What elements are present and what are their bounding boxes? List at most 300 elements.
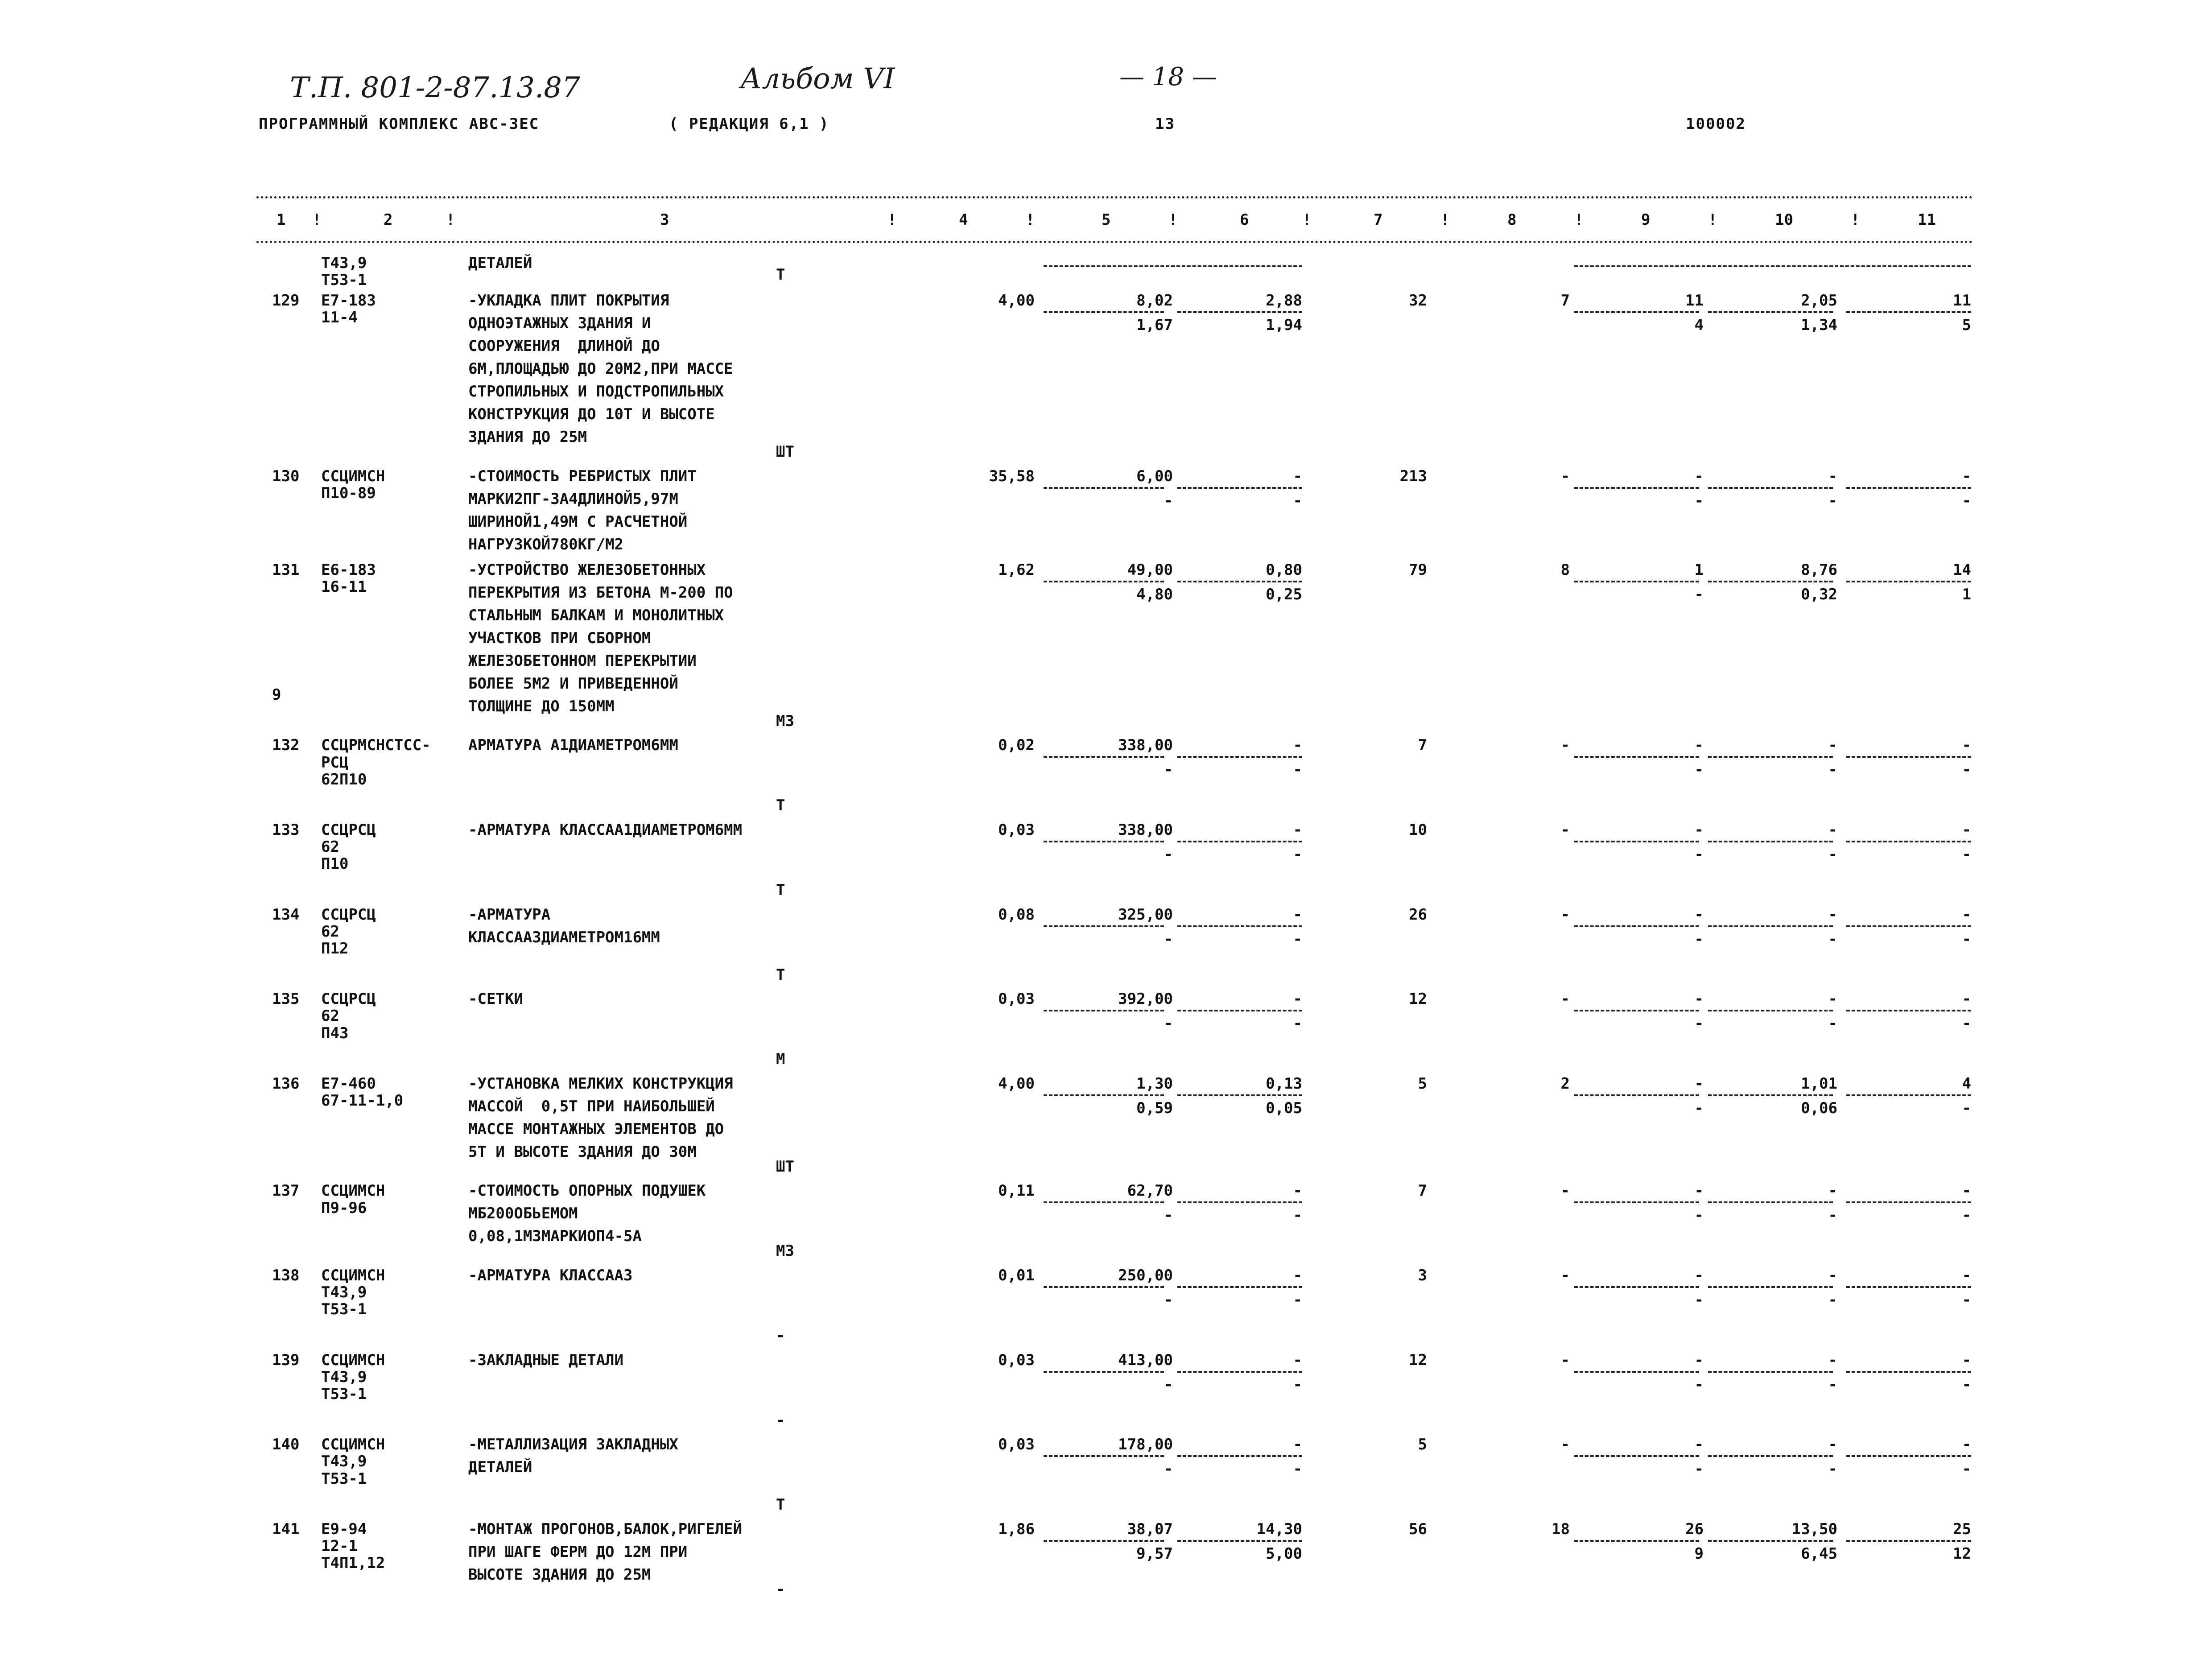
unit-cost-wages: -: [1164, 491, 1173, 510]
column-number: 4: [959, 211, 968, 229]
work-description: МБ200ОБЬЕМОМ: [468, 1205, 578, 1223]
unit: М: [776, 1050, 785, 1069]
column-separator: !: [1168, 211, 1178, 229]
norm-code: Е6-183: [321, 561, 376, 579]
labor-workers: 13,50: [1791, 1520, 1837, 1538]
dashed-separator: [1044, 756, 1164, 758]
dashed-separator: [1574, 841, 1699, 842]
dashed-separator: [1846, 487, 1971, 489]
norm-code: Т53-1: [321, 1385, 367, 1403]
sheet-number: 13: [1155, 115, 1175, 133]
labor-total: -: [1962, 990, 1971, 1008]
column-separator: !: [1708, 211, 1717, 229]
work-description: СТАЛЬНЫМ БАЛКАМ И МОНОЛИТНЫХ: [468, 606, 724, 624]
work-description: 0,08,1М3МАРКИОП4-5А: [468, 1227, 642, 1246]
work-description: -АРМАТУРА КЛАССАА3: [468, 1266, 633, 1284]
unit-cost-total: 1,30: [1136, 1074, 1173, 1093]
row-number: 138: [272, 1266, 300, 1284]
column-separator: !: [1851, 211, 1860, 229]
column-number: 8: [1507, 211, 1517, 229]
labor-total: -: [1962, 1436, 1971, 1454]
work-description: -ЗАКЛАДНЫЕ ДЕТАЛИ: [468, 1351, 623, 1369]
labor-total: -: [1962, 821, 1971, 839]
total-cost: 10: [1409, 821, 1427, 839]
work-description: МАРКИ2ПГ-3А4ДЛИНОЙ5,97М: [468, 490, 678, 508]
quantity: 0,03: [998, 1351, 1035, 1369]
labor-machinists: -: [1828, 930, 1837, 948]
labor-workers: -: [1828, 821, 1837, 839]
dashed-separator: [1044, 1094, 1164, 1096]
dashed-separator: [1846, 841, 1971, 842]
quantity: 35,58: [989, 467, 1035, 485]
row-number: 130: [272, 467, 300, 485]
carryover-code: Т53-1: [321, 271, 367, 289]
dashed-separator: [1044, 1371, 1164, 1373]
total-machines: -: [1694, 1182, 1704, 1200]
dashed-separator: [1177, 1286, 1302, 1288]
labor-machine-total: 12: [1953, 1544, 1971, 1563]
total-machines: -: [1694, 905, 1704, 924]
unit-cost-machine-wages: -: [1293, 1375, 1302, 1394]
work-description: -АРМАТУРА КЛАССАА1ДИАМЕТРОМ6ММ: [468, 821, 743, 839]
unit-cost-wages: -: [1164, 761, 1173, 779]
column-number: 11: [1918, 211, 1936, 229]
quantity: 0,03: [998, 990, 1035, 1008]
dashed-separator: [1708, 1540, 1833, 1542]
unit: Т: [776, 881, 785, 899]
labor-machine-total: -: [1962, 1375, 1971, 1394]
labor-total: 25: [1953, 1520, 1971, 1538]
labor-machine-total: -: [1962, 1291, 1971, 1309]
dashed-separator: [1044, 1286, 1164, 1288]
dashed-separator: [1846, 1455, 1971, 1457]
stray-mark: 9: [272, 686, 281, 704]
quantity: 1,86: [998, 1520, 1035, 1538]
labor-machine-total: 5: [1962, 316, 1971, 334]
unit-cost-wages: 1,67: [1136, 316, 1173, 334]
norm-code: ССЦИМСН: [321, 1436, 385, 1454]
labor-machinists: -: [1828, 845, 1837, 863]
total-machine-wages: -: [1694, 930, 1704, 948]
column-separator: !: [1440, 211, 1450, 229]
quantity: 1,62: [998, 561, 1035, 579]
norm-code: ССЦИМСН: [321, 467, 385, 485]
work-description: -УСТРОЙСТВО ЖЕЛЕЗОБЕТОННЫХ: [468, 561, 706, 579]
norm-code: ССЦРСЦ: [321, 821, 376, 839]
work-description: ДЕТАЛЕЙ: [468, 1458, 532, 1477]
dashed-separator: [1846, 925, 1971, 927]
dashed-separator: [1044, 311, 1164, 313]
total-machine-wages: -: [1694, 1099, 1704, 1117]
dashed-separator: [1044, 1455, 1164, 1457]
unit-cost-machines: -: [1293, 990, 1302, 1008]
norm-code: Т53-1: [321, 1469, 367, 1488]
unit-cost-machine-wages: -: [1293, 930, 1302, 948]
total-wages: -: [1560, 1436, 1570, 1454]
labor-total: -: [1962, 905, 1971, 924]
labor-machinists: -: [1828, 1460, 1837, 1478]
norm-code: 67-11-1,0: [321, 1092, 404, 1110]
work-description: МАССОЙ 0,5Т ПРИ НАИБОЛЬШЕЙ: [468, 1097, 715, 1115]
unit: ШТ: [776, 1157, 794, 1176]
unit-cost-wages: 9,57: [1136, 1544, 1173, 1563]
dashed-separator: [1044, 1540, 1164, 1542]
unit-cost-machines: -: [1293, 1182, 1302, 1200]
total-machine-wages: -: [1694, 585, 1704, 603]
norm-code: ССЦИМСН: [321, 1266, 385, 1284]
labor-machine-total: -: [1962, 491, 1971, 510]
dashed-separator: [1708, 1455, 1833, 1457]
dashed-separator: [1044, 925, 1164, 927]
norm-code: П12: [321, 940, 349, 958]
unit: ШТ: [776, 443, 794, 461]
dashed-separator: [1177, 1455, 1302, 1457]
norm-code: 11-4: [321, 309, 358, 327]
work-description: ПРИ ШАГЕ ФЕРМ ДО 12М ПРИ: [468, 1543, 688, 1561]
dashed-separator: [1044, 265, 1302, 267]
labor-total: -: [1962, 1266, 1971, 1284]
dashed-separator: [1177, 581, 1302, 582]
work-description: -СЕТКИ: [468, 990, 523, 1008]
dashed-separator: [1177, 1094, 1302, 1096]
total-machines: 26: [1685, 1520, 1704, 1538]
work-description: СТРОПИЛЬНЫХ И ПОДСТРОПИЛЬНЫХ: [468, 383, 724, 401]
norm-code: Т4П1,12: [321, 1554, 385, 1572]
unit-cost-machines: 2,88: [1266, 292, 1302, 310]
total-machine-wages: -: [1694, 1375, 1704, 1394]
dashed-separator: [1177, 1010, 1302, 1011]
dashed-separator: [1846, 581, 1971, 582]
norm-code: 62: [321, 838, 339, 856]
top-rule: [256, 196, 1973, 198]
total-machines: -: [1694, 990, 1704, 1008]
norm-code: П9-96: [321, 1199, 367, 1217]
norm-code: ССЦРСЦ: [321, 990, 376, 1008]
total-machine-wages: -: [1694, 1015, 1704, 1033]
labor-machinists: 0,32: [1801, 585, 1837, 603]
total-cost: 56: [1409, 1520, 1427, 1538]
dashed-separator: [1177, 1201, 1302, 1203]
dashed-separator: [1574, 265, 1971, 267]
row-number: 135: [272, 990, 300, 1008]
total-machines: -: [1694, 1436, 1704, 1454]
unit-cost-wages: -: [1164, 1291, 1173, 1309]
dashed-separator: [1708, 311, 1833, 313]
labor-workers: -: [1828, 467, 1837, 485]
header-bottom-rule: [256, 241, 1973, 243]
unit-cost-machine-wages: -: [1293, 1206, 1302, 1225]
labor-machinists: -: [1828, 1291, 1837, 1309]
dashed-separator: [1044, 487, 1164, 489]
work-description: ЖЕЛЕЗОБЕТОННОМ ПЕРЕКРЫТИИ: [468, 652, 697, 670]
norm-code: ССЦРМСНСТСС-: [321, 736, 431, 755]
dashed-separator: [1177, 841, 1302, 842]
total-machine-wages: -: [1694, 845, 1704, 863]
unit-cost-total: 178,00: [1118, 1436, 1173, 1454]
total-machines: 1: [1694, 561, 1704, 579]
row-number: 140: [272, 1436, 300, 1454]
labor-total: -: [1962, 1182, 1971, 1200]
total-machines: -: [1694, 1266, 1704, 1284]
labor-workers: 8,76: [1801, 561, 1837, 579]
dashed-separator: [1846, 756, 1971, 758]
dashed-separator: [1708, 1094, 1833, 1096]
unit-cost-machine-wages: 1,94: [1266, 316, 1302, 334]
labor-workers: 1,01: [1801, 1074, 1837, 1093]
row-number: 141: [272, 1520, 300, 1538]
norm-code: Т53-1: [321, 1300, 367, 1319]
page-number: — 18 —: [1119, 62, 1217, 91]
row-number: 139: [272, 1351, 300, 1369]
unit-cost-wages: 4,80: [1136, 585, 1173, 603]
unit: М3: [776, 712, 794, 730]
unit-cost-machines: -: [1293, 1436, 1302, 1454]
column-number: 5: [1102, 211, 1111, 229]
total-machine-wages: 9: [1694, 1544, 1704, 1563]
norm-code: РСЦ: [321, 753, 349, 772]
labor-machine-total: -: [1962, 1015, 1971, 1033]
labor-machinists: -: [1828, 1015, 1837, 1033]
unit-cost-machines: 14,30: [1256, 1520, 1302, 1538]
dashed-separator: [1708, 1286, 1833, 1288]
norm-code: ССЦИМСН: [321, 1351, 385, 1369]
album-label: Альбом VI: [740, 62, 895, 95]
labor-workers: 2,05: [1801, 292, 1837, 310]
document-code: 100002: [1686, 115, 1746, 133]
labor-total: -: [1962, 1351, 1971, 1369]
unit-cost-total: 338,00: [1118, 821, 1173, 839]
unit-cost-machines: -: [1293, 736, 1302, 755]
labor-workers: -: [1828, 905, 1837, 924]
unit-cost-machine-wages: 5,00: [1266, 1544, 1302, 1563]
norm-code: Е7-460: [321, 1074, 376, 1093]
work-description: АРМАТУРА А1ДИАМЕТРОМ6ММ: [468, 736, 678, 755]
labor-machine-total: -: [1962, 930, 1971, 948]
total-wages: 7: [1560, 292, 1570, 310]
norm-code: 62: [321, 1007, 339, 1025]
unit-cost-machine-wages: -: [1293, 491, 1302, 510]
total-wages: -: [1560, 736, 1570, 755]
norm-code: ССЦРСЦ: [321, 905, 376, 924]
unit-cost-wages: 0,59: [1136, 1099, 1173, 1117]
project-ref: Т.П. 801-2-87.13.87: [290, 71, 580, 104]
labor-machinists: 1,34: [1801, 316, 1837, 334]
quantity: 0,02: [998, 736, 1035, 755]
column-separator: !: [1302, 211, 1312, 229]
row-number: 131: [272, 561, 300, 579]
total-wages: 8: [1560, 561, 1570, 579]
total-cost: 32: [1409, 292, 1427, 310]
unit-cost-machine-wages: 0,05: [1266, 1099, 1302, 1117]
dashed-separator: [1574, 1010, 1699, 1011]
dashed-separator: [1708, 487, 1833, 489]
unit-cost-total: 62,70: [1127, 1182, 1173, 1200]
total-cost: 3: [1418, 1266, 1427, 1284]
labor-machine-total: -: [1962, 1460, 1971, 1478]
dashed-separator: [1574, 487, 1699, 489]
unit-cost-machine-wages: -: [1293, 1291, 1302, 1309]
labor-machine-total: 1: [1962, 585, 1971, 603]
unit-cost-machines: -: [1293, 467, 1302, 485]
total-wages: -: [1560, 1266, 1570, 1284]
total-cost: 5: [1418, 1436, 1427, 1454]
unit-cost-total: 6,00: [1136, 467, 1173, 485]
unit-cost-total: 325,00: [1118, 905, 1173, 924]
work-description: -СТОИМОСТЬ ОПОРНЫХ ПОДУШЕК: [468, 1182, 706, 1200]
work-description: МАССЕ МОНТАЖНЫХ ЭЛЕМЕНТОВ ДО: [468, 1120, 724, 1138]
column-separator: !: [312, 211, 322, 229]
labor-total: 14: [1953, 561, 1971, 579]
labor-workers: -: [1828, 1266, 1837, 1284]
row-number: 136: [272, 1074, 300, 1093]
unit: -: [776, 1411, 785, 1429]
unit-cost-machine-wages: 0,25: [1266, 585, 1302, 603]
work-description: ТОЛЩИНЕ ДО 150ММ: [468, 697, 615, 715]
norm-code: 62: [321, 922, 339, 941]
carryover-unit: Т: [776, 265, 785, 284]
dashed-separator: [1574, 925, 1699, 927]
work-description: КЛАССАА3ДИАМЕТРОМ16ММ: [468, 928, 660, 946]
quantity: 4,00: [998, 292, 1035, 310]
dashed-separator: [1574, 311, 1699, 313]
labor-machinists: -: [1828, 491, 1837, 510]
unit-cost-wages: -: [1164, 1015, 1173, 1033]
dashed-separator: [1574, 1201, 1699, 1203]
work-description: -АРМАТУРА: [468, 905, 551, 924]
total-machine-wages: -: [1694, 1206, 1704, 1225]
work-description: ОДНОЭТАЖНЫХ ЗДАНИЯ И: [468, 314, 651, 333]
unit-cost-total: 413,00: [1118, 1351, 1173, 1369]
labor-machinists: -: [1828, 1206, 1837, 1225]
unit-cost-machine-wages: -: [1293, 761, 1302, 779]
unit: Т: [776, 1496, 785, 1514]
total-cost: 213: [1399, 467, 1427, 485]
norm-code: П10: [321, 855, 349, 873]
dashed-separator: [1708, 841, 1833, 842]
quantity: 0,08: [998, 905, 1035, 924]
unit-cost-machines: -: [1293, 821, 1302, 839]
row-number: 132: [272, 736, 300, 755]
unit-cost-machines: 0,13: [1266, 1074, 1302, 1093]
work-description: КОНСТРУКЦИЯ ДО 10Т И ВЫСОТЕ: [468, 405, 715, 424]
labor-total: -: [1962, 736, 1971, 755]
total-wages: -: [1560, 467, 1570, 485]
unit: -: [776, 1326, 785, 1345]
unit: Т: [776, 966, 785, 984]
quantity: 4,00: [998, 1074, 1035, 1093]
norm-code: Т43,9: [321, 1368, 367, 1386]
labor-machinists: 0,06: [1801, 1099, 1837, 1117]
dashed-separator: [1044, 841, 1164, 842]
norm-code: Е9-94: [321, 1520, 367, 1538]
unit-cost-machine-wages: -: [1293, 1015, 1302, 1033]
work-description: ШИРИНОЙ1,49М С РАСЧЕТНОЙ: [468, 512, 688, 531]
total-cost: 5: [1418, 1074, 1427, 1093]
unit-cost-machine-wages: -: [1293, 1460, 1302, 1478]
unit-cost-total: 49,00: [1127, 561, 1173, 579]
total-wages: 18: [1552, 1520, 1570, 1538]
total-cost: 7: [1418, 1182, 1427, 1200]
column-number: 7: [1374, 211, 1383, 229]
dashed-separator: [1177, 756, 1302, 758]
total-machines: -: [1694, 467, 1704, 485]
total-wages: -: [1560, 905, 1570, 924]
work-description: -СТОИМОСТЬ РЕБРИСТЫХ ПЛИТ: [468, 467, 697, 485]
work-description: -УСТАНОВКА МЕЛКИХ КОНСТРУКЦИЯ: [468, 1074, 733, 1093]
work-description: БОЛЕЕ 5М2 И ПРИВЕДЕННОЙ: [468, 674, 678, 693]
column-separator: !: [1574, 211, 1584, 229]
column-number: 9: [1641, 211, 1651, 229]
unit-cost-wages: -: [1164, 1206, 1173, 1225]
unit-cost-total: 250,00: [1118, 1266, 1173, 1284]
column-separator: !: [446, 211, 455, 229]
column-number: 3: [660, 211, 669, 229]
norm-code: Т43,9: [321, 1453, 367, 1471]
dashed-separator: [1846, 1371, 1971, 1373]
row-number: 134: [272, 905, 300, 924]
dashed-separator: [1574, 1540, 1699, 1542]
work-description: 6М,ПЛОЩАДЬЮ ДО 20М2,ПРИ МАССЕ: [468, 360, 733, 378]
labor-machinists: 6,45: [1801, 1544, 1837, 1563]
total-machine-wages: -: [1694, 1291, 1704, 1309]
quantity: 0,03: [998, 821, 1035, 839]
quantity: 0,03: [998, 1436, 1035, 1454]
unit-cost-total: 38,07: [1127, 1520, 1173, 1538]
dashed-separator: [1574, 1286, 1699, 1288]
dashed-separator: [1846, 1286, 1971, 1288]
labor-workers: -: [1828, 1436, 1837, 1454]
unit-cost-machines: -: [1293, 905, 1302, 924]
work-description: УЧАСТКОВ ПРИ СБОРНОМ: [468, 629, 651, 647]
norm-code: 62П10: [321, 770, 367, 788]
total-machines: 11: [1685, 292, 1704, 310]
dashed-separator: [1177, 1540, 1302, 1542]
labor-machine-total: -: [1962, 845, 1971, 863]
total-wages: -: [1560, 1351, 1570, 1369]
column-number: 10: [1775, 211, 1793, 229]
dashed-separator: [1044, 1201, 1164, 1203]
dashed-separator: [1846, 1540, 1971, 1542]
norm-code: Е7-183: [321, 292, 376, 310]
unit-cost-total: 338,00: [1118, 736, 1173, 755]
unit-cost-machines: -: [1293, 1351, 1302, 1369]
work-description: -МЕТАЛЛИЗАЦИЯ ЗАКЛАДНЫХ: [468, 1436, 678, 1454]
dashed-separator: [1177, 311, 1302, 313]
dashed-separator: [1044, 581, 1164, 582]
norm-code: 12-1: [321, 1537, 358, 1555]
dashed-separator: [1574, 1455, 1699, 1457]
labor-total: 11: [1953, 292, 1971, 310]
total-machines: -: [1694, 1351, 1704, 1369]
work-description: ВЫСОТЕ ЗДАНИЯ ДО 25М: [468, 1565, 651, 1584]
quantity: 0,11: [998, 1182, 1035, 1200]
unit: Т: [776, 796, 785, 815]
dashed-separator: [1574, 1094, 1699, 1096]
dashed-separator: [1177, 925, 1302, 927]
labor-machinists: -: [1828, 761, 1837, 779]
work-description: ПЕРЕКРЫТИЯ ИЗ БЕТОНА М-200 ПО: [468, 583, 733, 602]
unit-cost-wages: -: [1164, 1460, 1173, 1478]
total-machine-wages: -: [1694, 491, 1704, 510]
labor-machine-total: -: [1962, 1099, 1971, 1117]
dashed-separator: [1574, 1371, 1699, 1373]
total-machine-wages: 4: [1694, 316, 1704, 334]
labor-workers: -: [1828, 1351, 1837, 1369]
unit: -: [776, 1580, 785, 1598]
unit-cost-wages: -: [1164, 1375, 1173, 1394]
dashed-separator: [1044, 1010, 1164, 1011]
work-description: ЗДАНИЯ ДО 25М: [468, 428, 587, 446]
